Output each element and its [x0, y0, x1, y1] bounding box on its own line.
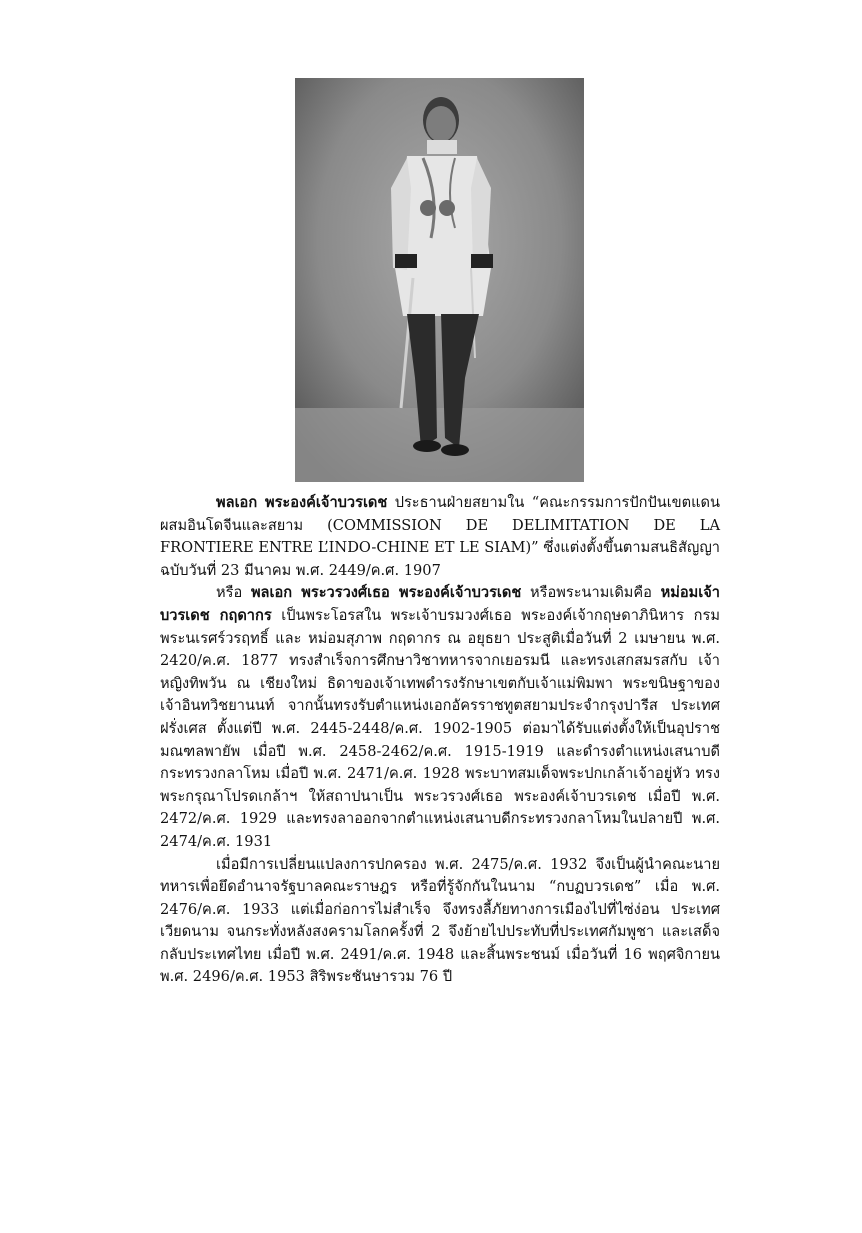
portrait-photo — [295, 78, 584, 482]
name-bold: พลเอก พระองค์เจ้าบวรเดช — [216, 494, 388, 511]
paragraph-1 — [160, 492, 720, 582]
paragraph-text: หรือพระนามเดิมคือ — [521, 584, 661, 602]
paragraph-2 — [160, 582, 720, 853]
paragraph-text: หรือ — [216, 584, 251, 602]
paragraph-3 — [160, 854, 720, 990]
portrait-illustration — [295, 78, 584, 482]
paragraph-text: ประธานฝ่ายสยามใน “คณะกรรมการปักปันเขตแดนผสมอินโดจีนและสยาม (COMMISSION DE DELIMITATION DE LA FRONTIERE ENTRE L’INDO-CHINE ET LE SIAM)” ซึ่งแต่งตั้งขึ้นตามสนธิสัญญาฉบับวันที่ 23 มีนาคม พ.ศ. 2449/ค.ศ. 1907 — [160, 494, 720, 579]
paragraph-text: เมื่อมีการเปลี่ยนแปลงการปกครอง พ.ศ. 2475/ค.ศ. 1932 จึงเป็นผู้นำคณะนายทหารเพื่อยึดอำนาจรัฐบาลคณะราษฎร หรือที่รู้จักกันในนาม “กบฏบวรเดช” เมื่อ พ.ศ. 2476/ค.ศ. 1933 แต่เมื่อก่อการไม่สำเร็จ จึงทรงลี้ภัยทางการเมืองไปที่ไซ่ง่อน ประเทศเวียดนาม จนกระทั่งหลังสงครามโลกครั้งที่ 2 จึงย้ายไปประทับที่ประเทศกัมพูชา และเสด็จกลับประเทศไทย เมื่อปี พ.ศ. 2491/ค.ศ. 1948 และสิ้นพระชนม์ เมื่อวันที่ 16 พฤศจิกายน พ.ศ. 2496/ค.ศ. 1953 สิริพระชันษารวม 76 ปี — [160, 855, 720, 986]
paragraph-text: เป็นพระโอรสใน พระเจ้าบรมวงศ์เธอ พระองค์เจ้ากฤษดาภินิหาร กรมพระนเรศร์วรฤทธิ์ และ หม่อมสุภาพ กฤดากร ณ อยุธยา ประสูติเมื่อวันที่ 2 เมษายน พ.ศ. 2420/ค.ศ. 1877 ทรงสำเร็จการศึกษาวิชาทหารจากเยอรมนี และทรงเสกสมรสกับ เจ้าหญิงทิพวัน ณ เชียงใหม่ ธิดาของเจ้าเทพดำรงรักษาเขตกับเจ้าแม่พิมพา พระขนิษฐาของเจ้าอินทวิชยานนท์ จากนั้นทรงรับตำแหน่งเอกอัครราชทูตสยามประจำกรุงปารีส ประเทศฝรั่งเศส ตั้งแต่ปี พ.ศ. 2445-2448/ค.ศ. 1902-1905 ต่อมาได้รับแต่งตั้งให้เป็นอุปราชมณฑลพายัพ เมื่อปี พ.ศ. 2458-2462/ค.ศ. 1915-1919 และดำรงตำแหน่งเสนาบดีกระทรวงกลาโหม เมื่อปี พ.ศ. 2471/ค.ศ. 1928 พระบาทสมเด็จพระปกเกล้าเจ้าอยู่หัว ทรงพระกรุณาโปรดเกล้าฯ ให้สถาปนาเป็น พระวรวงศ์เธอ พระองค์เจ้าบวรเดช เมื่อปี พ.ศ. 2472/ค.ศ. 1929 และทรงลาออกจากตำแหน่งเสนาบดีกระทรวงกลาโหมในปลายปี พ.ศ. 2474/ค.ศ. 1931 — [160, 606, 720, 850]
birth-name-bold: หม่อมเจ้าบวรเดช กฤดากร — [160, 584, 720, 624]
title-bold: พลเอก พระวรวงศ์เธอ พระองค์เจ้าบวรเดช — [250, 584, 522, 602]
biography-text — [160, 492, 720, 989]
